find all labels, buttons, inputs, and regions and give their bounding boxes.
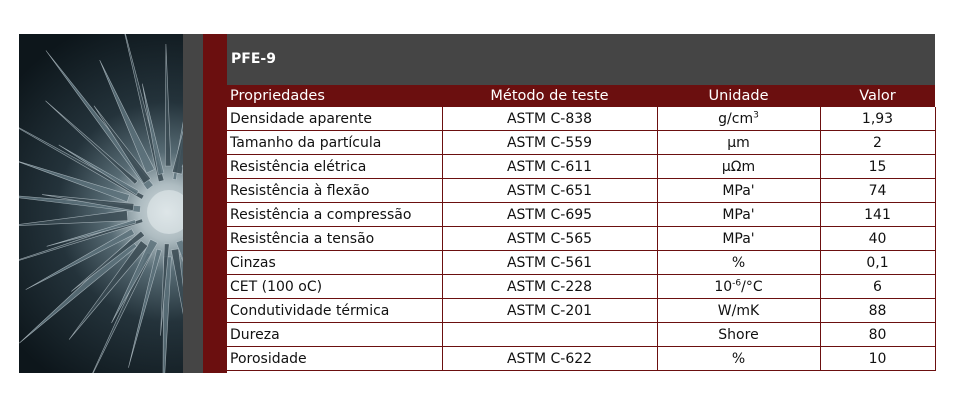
value-cell: 2 [820, 131, 935, 155]
unit-cell [657, 131, 820, 155]
unit-text: MPa' [722, 182, 755, 199]
unit-text: µm [727, 134, 750, 151]
value-cell: 40 [820, 227, 935, 251]
unit-cell [657, 323, 820, 347]
unit-text: % [731, 254, 746, 271]
header-properties: Propriedades [227, 85, 442, 107]
property-cell: Tamanho da partícula [227, 131, 442, 155]
crystal-shard [172, 83, 183, 174]
value-cell: 10 [820, 347, 935, 371]
unit-text: W/mK [717, 302, 760, 319]
unit-suffix: /°C [741, 278, 763, 295]
table-body [227, 107, 935, 371]
table-row [227, 251, 935, 275]
unit-text: 10 [714, 278, 733, 295]
separator-bar [183, 34, 203, 373]
title-bar [227, 34, 935, 85]
table-row [227, 179, 935, 203]
unit-cell [657, 347, 820, 371]
unit-text: g/cm [718, 110, 754, 127]
crystal-shard [165, 44, 171, 166]
unit-cell [657, 203, 820, 227]
unit-cell [657, 275, 820, 299]
method-cell: ASTM C-559 [442, 131, 657, 155]
unit-text: µΩm [721, 158, 756, 175]
unit-cell [657, 179, 820, 203]
table-row [227, 155, 935, 179]
method-cell: ASTM C-565 [442, 227, 657, 251]
unit-text: % [731, 350, 746, 367]
method-cell: ASTM C-695 [442, 203, 657, 227]
property-cell: Resistência à flexão [227, 179, 442, 203]
header-unit: Unidade [657, 85, 820, 107]
property-cell: Densidade aparente [227, 107, 442, 131]
value-cell: 15 [820, 155, 935, 179]
table-header-row [227, 85, 935, 107]
crystal-burst-graphic [19, 34, 183, 373]
unit-cell [657, 227, 820, 251]
table-row [227, 227, 935, 251]
unit-text: MPa' [722, 230, 755, 247]
crystal-shard [171, 249, 183, 370]
property-cell: Porosidade [227, 347, 442, 371]
value-cell: 141 [820, 203, 935, 227]
table-row [227, 347, 935, 371]
crystal-shard [19, 211, 128, 227]
method-cell: ASTM C-651 [442, 179, 657, 203]
table-row [227, 299, 935, 323]
property-cell: Resistência a compressão [227, 203, 442, 227]
unit-cell [657, 155, 820, 179]
product-panel [19, 34, 935, 373]
unit-cell [657, 251, 820, 275]
header-value: Valor [820, 85, 935, 107]
value-cell: 80 [820, 323, 935, 347]
table-row [227, 275, 935, 299]
property-cell: CET (100 oC) [227, 275, 442, 299]
method-cell: ASTM C-622 [442, 347, 657, 371]
property-cell: Resistência a tensão [227, 227, 442, 251]
table-row [227, 131, 935, 155]
property-cell: Cinzas [227, 251, 442, 275]
unit-text: MPa' [722, 206, 755, 223]
method-cell: ASTM C-561 [442, 251, 657, 275]
table-row [227, 203, 935, 227]
method-cell: ASTM C-228 [442, 275, 657, 299]
table-row [227, 323, 935, 347]
unit-cell [657, 299, 820, 323]
value-cell: 6 [820, 275, 935, 299]
property-cell: Dureza [227, 323, 442, 347]
table-row [227, 107, 935, 131]
properties-table [227, 85, 936, 371]
header-method: Método de teste [442, 85, 657, 107]
method-cell: ASTM C-611 [442, 155, 657, 179]
product-title: PFE-9 [231, 51, 276, 67]
unit-superscript: -6 [732, 277, 742, 288]
crystal-shards-image [19, 34, 183, 373]
value-cell: 74 [820, 179, 935, 203]
accent-bar [203, 34, 227, 373]
property-cell: Resistência elétrica [227, 155, 442, 179]
value-cell: 0,1 [820, 251, 935, 275]
method-cell [442, 323, 657, 347]
value-cell: 1,93 [820, 107, 935, 131]
property-cell: Condutividade térmica [227, 299, 442, 323]
value-cell: 88 [820, 299, 935, 323]
method-cell: ASTM C-838 [442, 107, 657, 131]
method-cell: ASTM C-201 [442, 299, 657, 323]
unit-superscript: 3 [753, 109, 759, 120]
unit-text: Shore [718, 326, 759, 343]
unit-cell [657, 107, 820, 131]
